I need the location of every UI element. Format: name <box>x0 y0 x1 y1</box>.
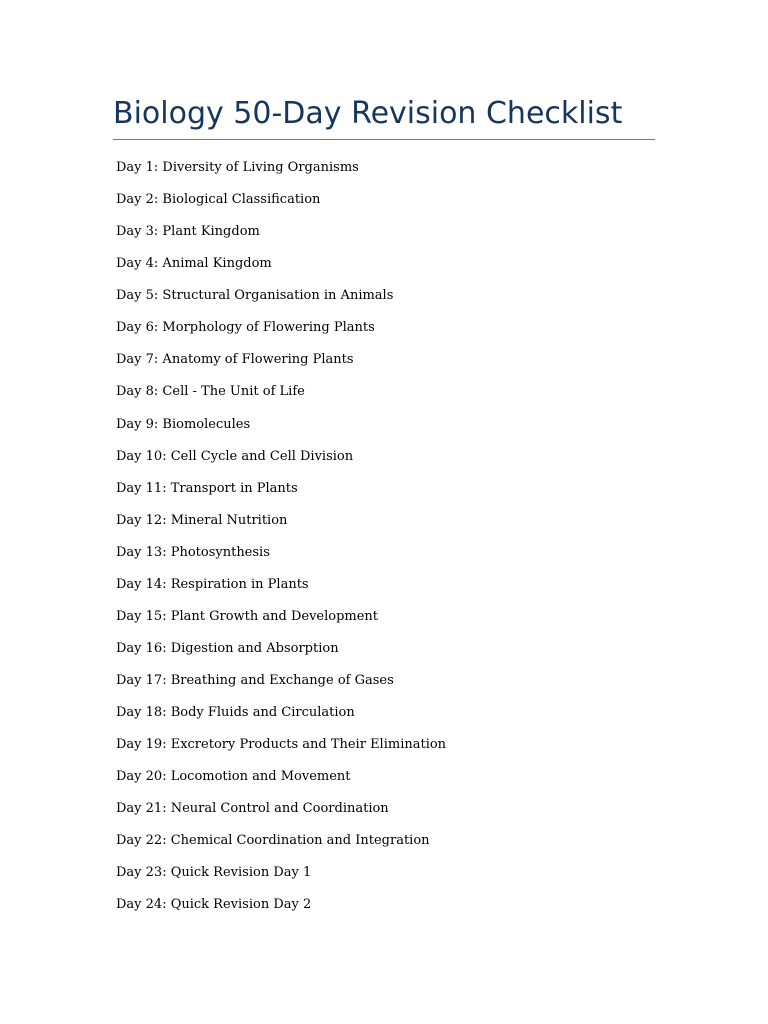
revision-checklist <box>116 156 446 926</box>
checklist-item: Day 22: Chemical Coordination and Integration <box>116 833 430 849</box>
checklist-item: Day 21: Neural Control and Coordination <box>116 801 389 817</box>
checklist-item: Day 6: Morphology of Flowering Plants <box>116 320 375 336</box>
checklist-item: Day 1: Diversity of Living Organisms <box>116 160 359 175</box>
checklist-item: Day 11: Transport in Plants <box>116 480 298 496</box>
checklist-item: Day 16: Digestion and Absorption <box>116 640 339 656</box>
checklist-item: Day 2: Biological Classification <box>116 192 321 208</box>
page-title: Biology 50-Day Revision Checklist <box>113 96 623 131</box>
checklist-item: Day 9: Biomolecules <box>116 416 251 432</box>
checklist-item: Day 18: Body Fluids and Circulation <box>116 705 355 721</box>
checklist-item: Day 8: Cell - The Unit of Life <box>116 384 305 400</box>
checklist-item: Day 20: Locomotion and Movement <box>116 769 351 785</box>
checklist-item: Day 7: Anatomy of Flowering Plants <box>116 352 354 368</box>
checklist-item: Day 24: Quick Revision Day 2 <box>116 897 312 913</box>
checklist-item: Day 23: Quick Revision Day 1 <box>116 865 312 881</box>
checklist-item: Day 10: Cell Cycle and Cell Division <box>116 448 354 464</box>
checklist-item: Day 13: Photosynthesis <box>116 544 270 560</box>
checklist-item: Day 17: Breathing and Exchange of Gases <box>116 673 394 688</box>
checklist-item: Day 3: Plant Kingdom <box>116 224 260 240</box>
checklist-item: Day 19: Excretory Products and Their Elimination <box>116 737 447 753</box>
checklist-item: Day 4: Animal Kingdom <box>116 256 272 272</box>
title-divider <box>113 139 655 140</box>
checklist-item: Day 15: Plant Growth and Development <box>116 608 379 624</box>
checklist-item: Day 5: Structural Organisation in Animals <box>116 288 394 304</box>
checklist-item: Day 14: Respiration in Plants <box>116 576 309 592</box>
checklist-item: Day 12: Mineral Nutrition <box>116 512 288 528</box>
